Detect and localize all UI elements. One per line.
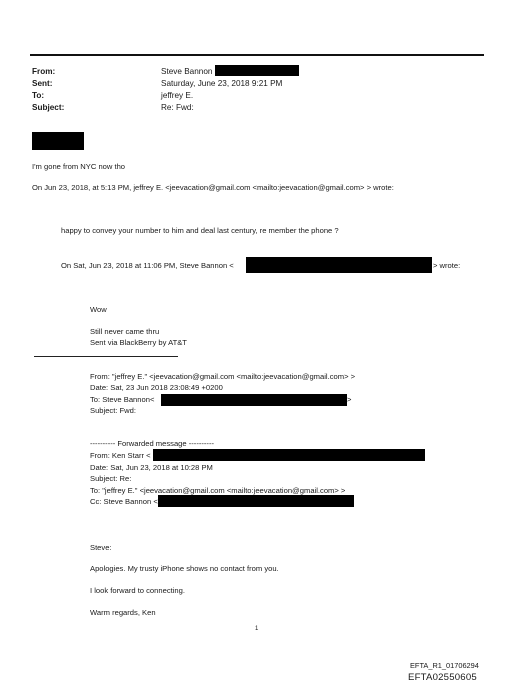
forward-subject: Subject: Fwd: <box>90 406 137 415</box>
bates-number-secondary: EFTA02550605 <box>408 672 477 683</box>
sent-value: Saturday, June 23, 2018 9:21 PM <box>161 79 283 88</box>
forward-from: From: "jeffrey E." <jeevacation@gmail.com <mailto:jeevacation@gmail.com> > <box>90 372 356 381</box>
redaction-block <box>158 495 354 507</box>
header-rule <box>30 54 484 56</box>
to-label: To: <box>32 91 45 100</box>
body-line: Still never came thru <box>90 327 160 336</box>
redaction-block <box>215 65 299 76</box>
page-number: 1 <box>255 626 259 632</box>
from-label: From: <box>32 67 56 76</box>
quote-header: On Jun 23, 2018, at 5:13 PM, jeffrey E. <jeevacation@gmail.com <mailto:jeevacation@gmail.com> > wrote: <box>32 183 394 192</box>
redaction-block <box>246 257 432 273</box>
forward-date: Date: Sat, Jun 23, 2018 at 10:28 PM <box>90 463 213 472</box>
subject-label: Subject: <box>32 103 65 112</box>
body-line: Wow <box>90 305 107 314</box>
message-line: Apologies. My trusty iPhone shows no contact from you. <box>90 564 279 573</box>
forward-to: To: Steve Bannon< <box>90 395 155 404</box>
forward-subject: Subject: Re: <box>90 474 132 483</box>
forward-to-suffix: > <box>347 395 352 404</box>
body-line: Sent via BlackBerry by AT&T <box>90 338 187 347</box>
bates-number-primary: EFTA_R1_01706294 <box>410 661 479 670</box>
quote-header: On Sat, Jun 23, 2018 at 11:06 PM, Steve Bannon < <box>61 261 234 270</box>
body-line: I'm gone from NYC now tho <box>32 162 126 171</box>
message-line: I look forward to connecting. <box>90 586 185 595</box>
sent-label: Sent: <box>32 79 53 88</box>
to-value: jeffrey E. <box>161 91 194 100</box>
quote-body: happy to convey your number to him and deal last century, re member the phone ? <box>61 226 339 235</box>
forward-cc: Cc: Steve Bannon < <box>90 497 158 506</box>
message-closing: Warm regards, Ken <box>90 608 156 617</box>
signature-divider <box>34 356 178 357</box>
subject-value: Re: Fwd: <box>161 103 194 112</box>
forward-date: Date: Sat, 23 Jun 2018 23:08:49 +0200 <box>90 383 223 392</box>
redaction-block <box>153 449 425 461</box>
redaction-block <box>32 132 84 150</box>
from-value: Steve Bannon <box>161 67 213 76</box>
forwarded-message-divider: ---------- Forwarded message ---------- <box>90 439 215 448</box>
redaction-block <box>161 394 347 406</box>
quote-header-suffix: > wrote: <box>433 261 461 270</box>
message-salutation: Steve: <box>90 543 112 552</box>
forward-from: From: Ken Starr < <box>90 451 151 460</box>
forward-to: To: "jeffrey E." <jeevacation@gmail.com <mailto:jeevacation@gmail.com> > <box>90 486 346 495</box>
